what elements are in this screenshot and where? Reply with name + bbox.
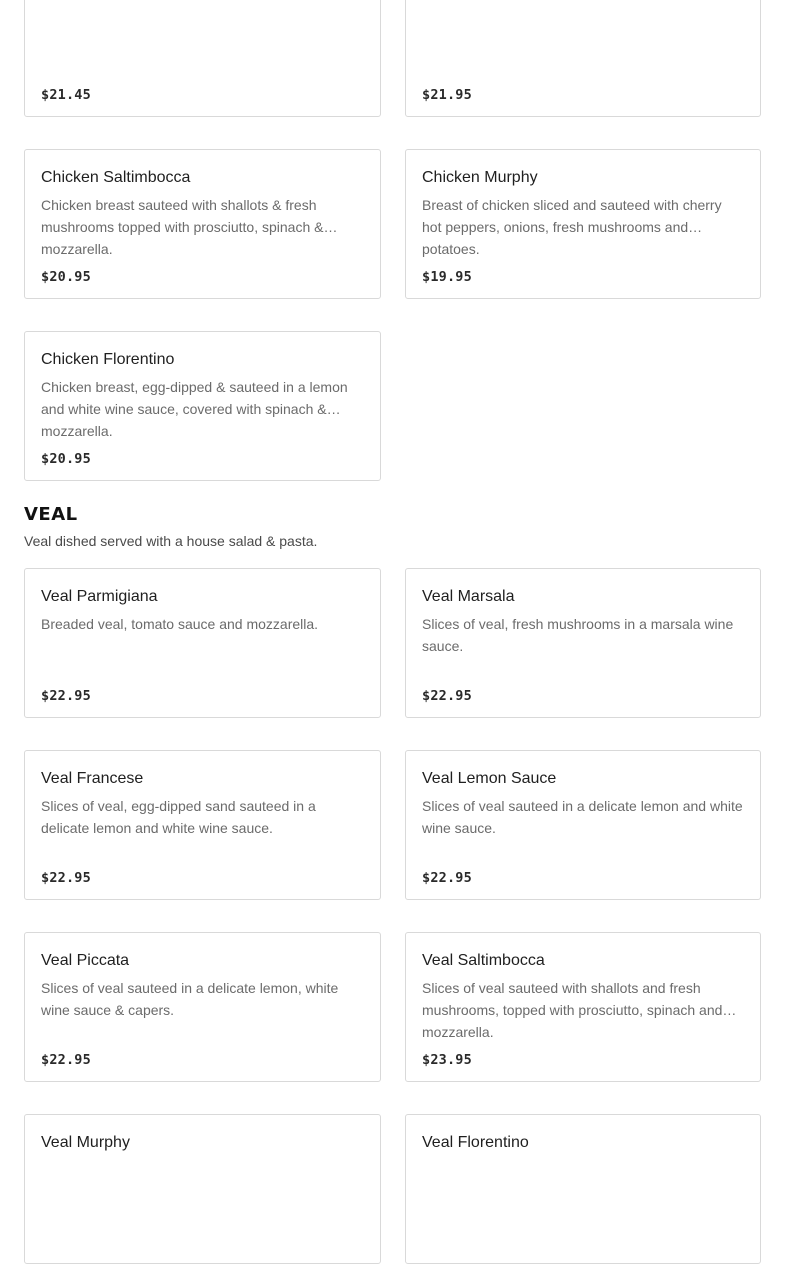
menu-item-description	[41, 0, 364, 36]
menu-item-card-veal-parmigiana[interactable]	[24, 568, 381, 718]
menu-item-price: $22.95	[422, 870, 472, 886]
menu-item-card-chicken-murphy[interactable]	[405, 149, 761, 299]
menu-item-card[interactable]	[405, 0, 761, 117]
section-subtitle: Veal dished served with a house salad & pasta.	[24, 533, 318, 549]
veal-items-grid	[24, 568, 761, 1264]
menu-item-card-veal-murphy[interactable]	[24, 1114, 381, 1264]
menu-item-price: $21.45	[41, 87, 91, 103]
section-title: VEAL	[24, 504, 78, 525]
menu-item-name: Veal Piccata	[41, 952, 130, 969]
menu-item-card-veal-francese[interactable]	[24, 750, 381, 900]
menu-item-name: Veal Lemon Sauce	[422, 770, 557, 787]
menu-item-name: Veal Murphy	[41, 1134, 130, 1151]
menu-item-description	[422, 0, 744, 36]
menu-item-description: Slices of veal sauteed in a delicate lemon, white wine sauce & capers.	[41, 980, 339, 1018]
menu-item-price: $22.95	[41, 688, 91, 704]
menu-item-price: $19.95	[422, 269, 472, 285]
menu-item-price: $23.95	[422, 1052, 472, 1068]
menu-item-price: $22.95	[41, 1052, 91, 1068]
menu-item-price: $20.95	[41, 451, 91, 467]
menu-item-description	[422, 1159, 744, 1203]
menu-item-card-chicken-saltimbocca[interactable]	[24, 149, 381, 299]
menu-item-card-veal-saltimbocca[interactable]	[405, 932, 761, 1082]
menu-page	[24, 0, 761, 1264]
menu-item-price: $22.95	[41, 870, 91, 886]
menu-item-price: $22.95	[422, 688, 472, 704]
menu-item-name: Veal Parmigiana	[41, 588, 158, 605]
menu-item-description: Slices of veal, egg-dipped sand sauteed in a delicate lemon and white wine sauce.	[41, 798, 316, 836]
menu-item-description: Slices of veal sauteed in a delicate lemon and white wine sauce.	[422, 798, 743, 836]
menu-item-description: Chicken breast, egg-dipped & sauteed in a lemon and white wine sauce, covered with spinach & mozzarella.	[41, 379, 348, 439]
menu-item-description: Breast of chicken sliced and sauteed with cherry hot peppers, onions, fresh mushrooms and potatoes.	[422, 197, 722, 257]
menu-item-card-veal-lemon-sauce[interactable]	[405, 750, 761, 900]
menu-item-name: Chicken Saltimbocca	[41, 169, 191, 186]
menu-item-card-veal-florentino[interactable]	[405, 1114, 761, 1264]
menu-item-name: Veal Francese	[41, 770, 144, 787]
menu-item-name: Veal Saltimbocca	[422, 952, 545, 969]
menu-item-name: Veal Florentino	[422, 1134, 529, 1151]
menu-item-name: Veal Marsala	[422, 588, 515, 605]
menu-item-price: $21.95	[422, 87, 472, 103]
menu-item-card-veal-marsala[interactable]	[405, 568, 761, 718]
menu-item-description: Breaded veal, tomato sauce and mozzarella.	[41, 616, 319, 632]
menu-item-description	[41, 1159, 364, 1203]
menu-item-card[interactable]	[24, 0, 381, 117]
menu-item-name: Chicken Florentino	[41, 351, 175, 368]
menu-item-description: Chicken breast sauteed with shallots & fresh mushrooms topped with prosciutto, spinach & mozzarella.	[41, 197, 324, 257]
menu-item-description: Slices of veal sauteed with shallots and fresh mushrooms, topped with prosciutto, spinach and mozzarella.	[422, 980, 723, 1040]
menu-item-card-chicken-florentino[interactable]	[24, 331, 381, 481]
menu-item-name: Chicken Murphy	[422, 169, 538, 186]
chicken-items-grid	[24, 0, 761, 481]
veal-section	[24, 504, 761, 1264]
menu-item-price: $20.95	[41, 269, 91, 285]
menu-item-card-veal-piccata[interactable]	[24, 932, 381, 1082]
menu-item-description: Slices of veal, fresh mushrooms in a marsala wine sauce.	[422, 616, 734, 654]
